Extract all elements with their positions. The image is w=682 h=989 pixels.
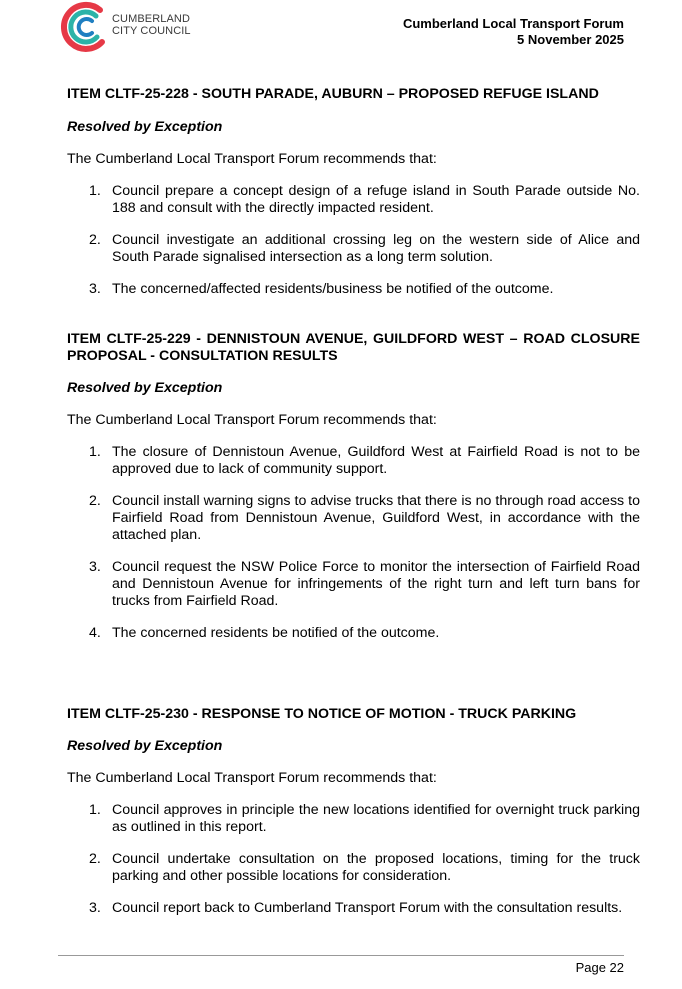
item-section: [67, 331, 640, 642]
list-item: [67, 281, 640, 298]
recommendation-list: [67, 444, 640, 642]
list-item: [67, 493, 640, 544]
list-text: The concerned/affected residents/business be notified of the outcome.: [112, 281, 554, 297]
intro-text: The Cumberland Local Transport Forum recommends that:: [67, 151, 437, 167]
list-item: [67, 559, 640, 610]
list-number: 3.: [89, 900, 101, 916]
recommendation-list: [67, 802, 640, 917]
list-number: 1.: [89, 183, 101, 199]
list-number: 2.: [89, 493, 101, 509]
list-text: Council investigate an additional crossing leg on the western side of Alice and South Parade signalised intersection as a long term solution.: [112, 232, 640, 265]
list-number: 2.: [89, 232, 101, 248]
list-number: 2.: [89, 851, 101, 867]
header-meta: [403, 16, 624, 48]
resolved-label: Resolved by Exception: [67, 738, 223, 754]
list-item: [67, 625, 640, 642]
logo-line-1: CUMBERLAND: [112, 13, 191, 25]
list-number: 3.: [89, 559, 101, 575]
forum-title: Cumberland Local Transport Forum: [402, 16, 624, 31]
recommendation-list: [67, 183, 640, 298]
logo-wordmark: [112, 13, 191, 37]
footer-divider: [58, 955, 624, 956]
list-item: [67, 232, 640, 266]
item-section: [67, 86, 640, 298]
item-title: ITEM CLTF-25-230 - RESPONSE TO NOTICE OF MOTION - TRUCK PARKING: [67, 706, 577, 722]
list-text: Council request the NSW Police Force to monitor the intersection of Fairfield Road and Dennistoun Avenue for infringements of the right turn and left turn bans for trucks from Fairfield Road.: [112, 559, 640, 609]
list-number: 1.: [89, 802, 101, 818]
item-section: [67, 706, 640, 917]
page-number: Page 22: [575, 960, 624, 975]
resolved-label: Resolved by Exception: [67, 119, 223, 135]
list-number: 1.: [89, 444, 101, 460]
list-text: Council install warning signs to advise trucks that there is no through road access to Fairfield Road from Dennistoun Avenue, Guildford West, in accordance with the attached plan.: [112, 493, 640, 543]
list-number: 4.: [89, 625, 101, 641]
resolved-label: Resolved by Exception: [67, 380, 223, 396]
council-logo-icon: [60, 0, 112, 54]
logo-line-2: CITY COUNCIL: [112, 25, 191, 37]
intro-text: The Cumberland Local Transport Forum recommends that:: [67, 770, 437, 786]
list-item: [67, 900, 640, 917]
item-title: ITEM CLTF-25-229 - DENNISTOUN AVENUE, GUILDFORD WEST – ROAD CLOSURE PROPOSAL - CONSULTATION RESULTS: [67, 331, 640, 364]
list-item: [67, 183, 640, 217]
item-title: ITEM CLTF-25-228 - SOUTH PARADE, AUBURN – PROPOSED REFUGE ISLAND: [67, 86, 599, 102]
list-item: [67, 444, 640, 478]
list-number: 3.: [89, 281, 101, 297]
intro-text: The Cumberland Local Transport Forum recommends that:: [67, 412, 437, 428]
list-text: Council approves in principle the new locations identified for overnight truck parking as outlined in this report.: [112, 802, 640, 835]
list-text: The closure of Dennistoun Avenue, Guildford West at Fairfield Road is not to be approved due to lack of community support.: [112, 444, 640, 477]
list-text: Council prepare a concept design of a refuge island in South Parade outside No. 188 and consult with the directly impacted resident.: [112, 183, 640, 216]
list-text: Council report back to Cumberland Transport Forum with the consultation results.: [112, 900, 623, 916]
list-item: [67, 802, 640, 836]
meeting-date: 5 November 2025: [517, 32, 624, 47]
list-text: Council undertake consultation on the proposed locations, timing for the truck parking and other possible locations for consideration.: [112, 851, 640, 884]
council-logo: [60, 0, 200, 54]
list-text: The concerned residents be notified of the outcome.: [112, 625, 440, 641]
list-item: [67, 851, 640, 885]
